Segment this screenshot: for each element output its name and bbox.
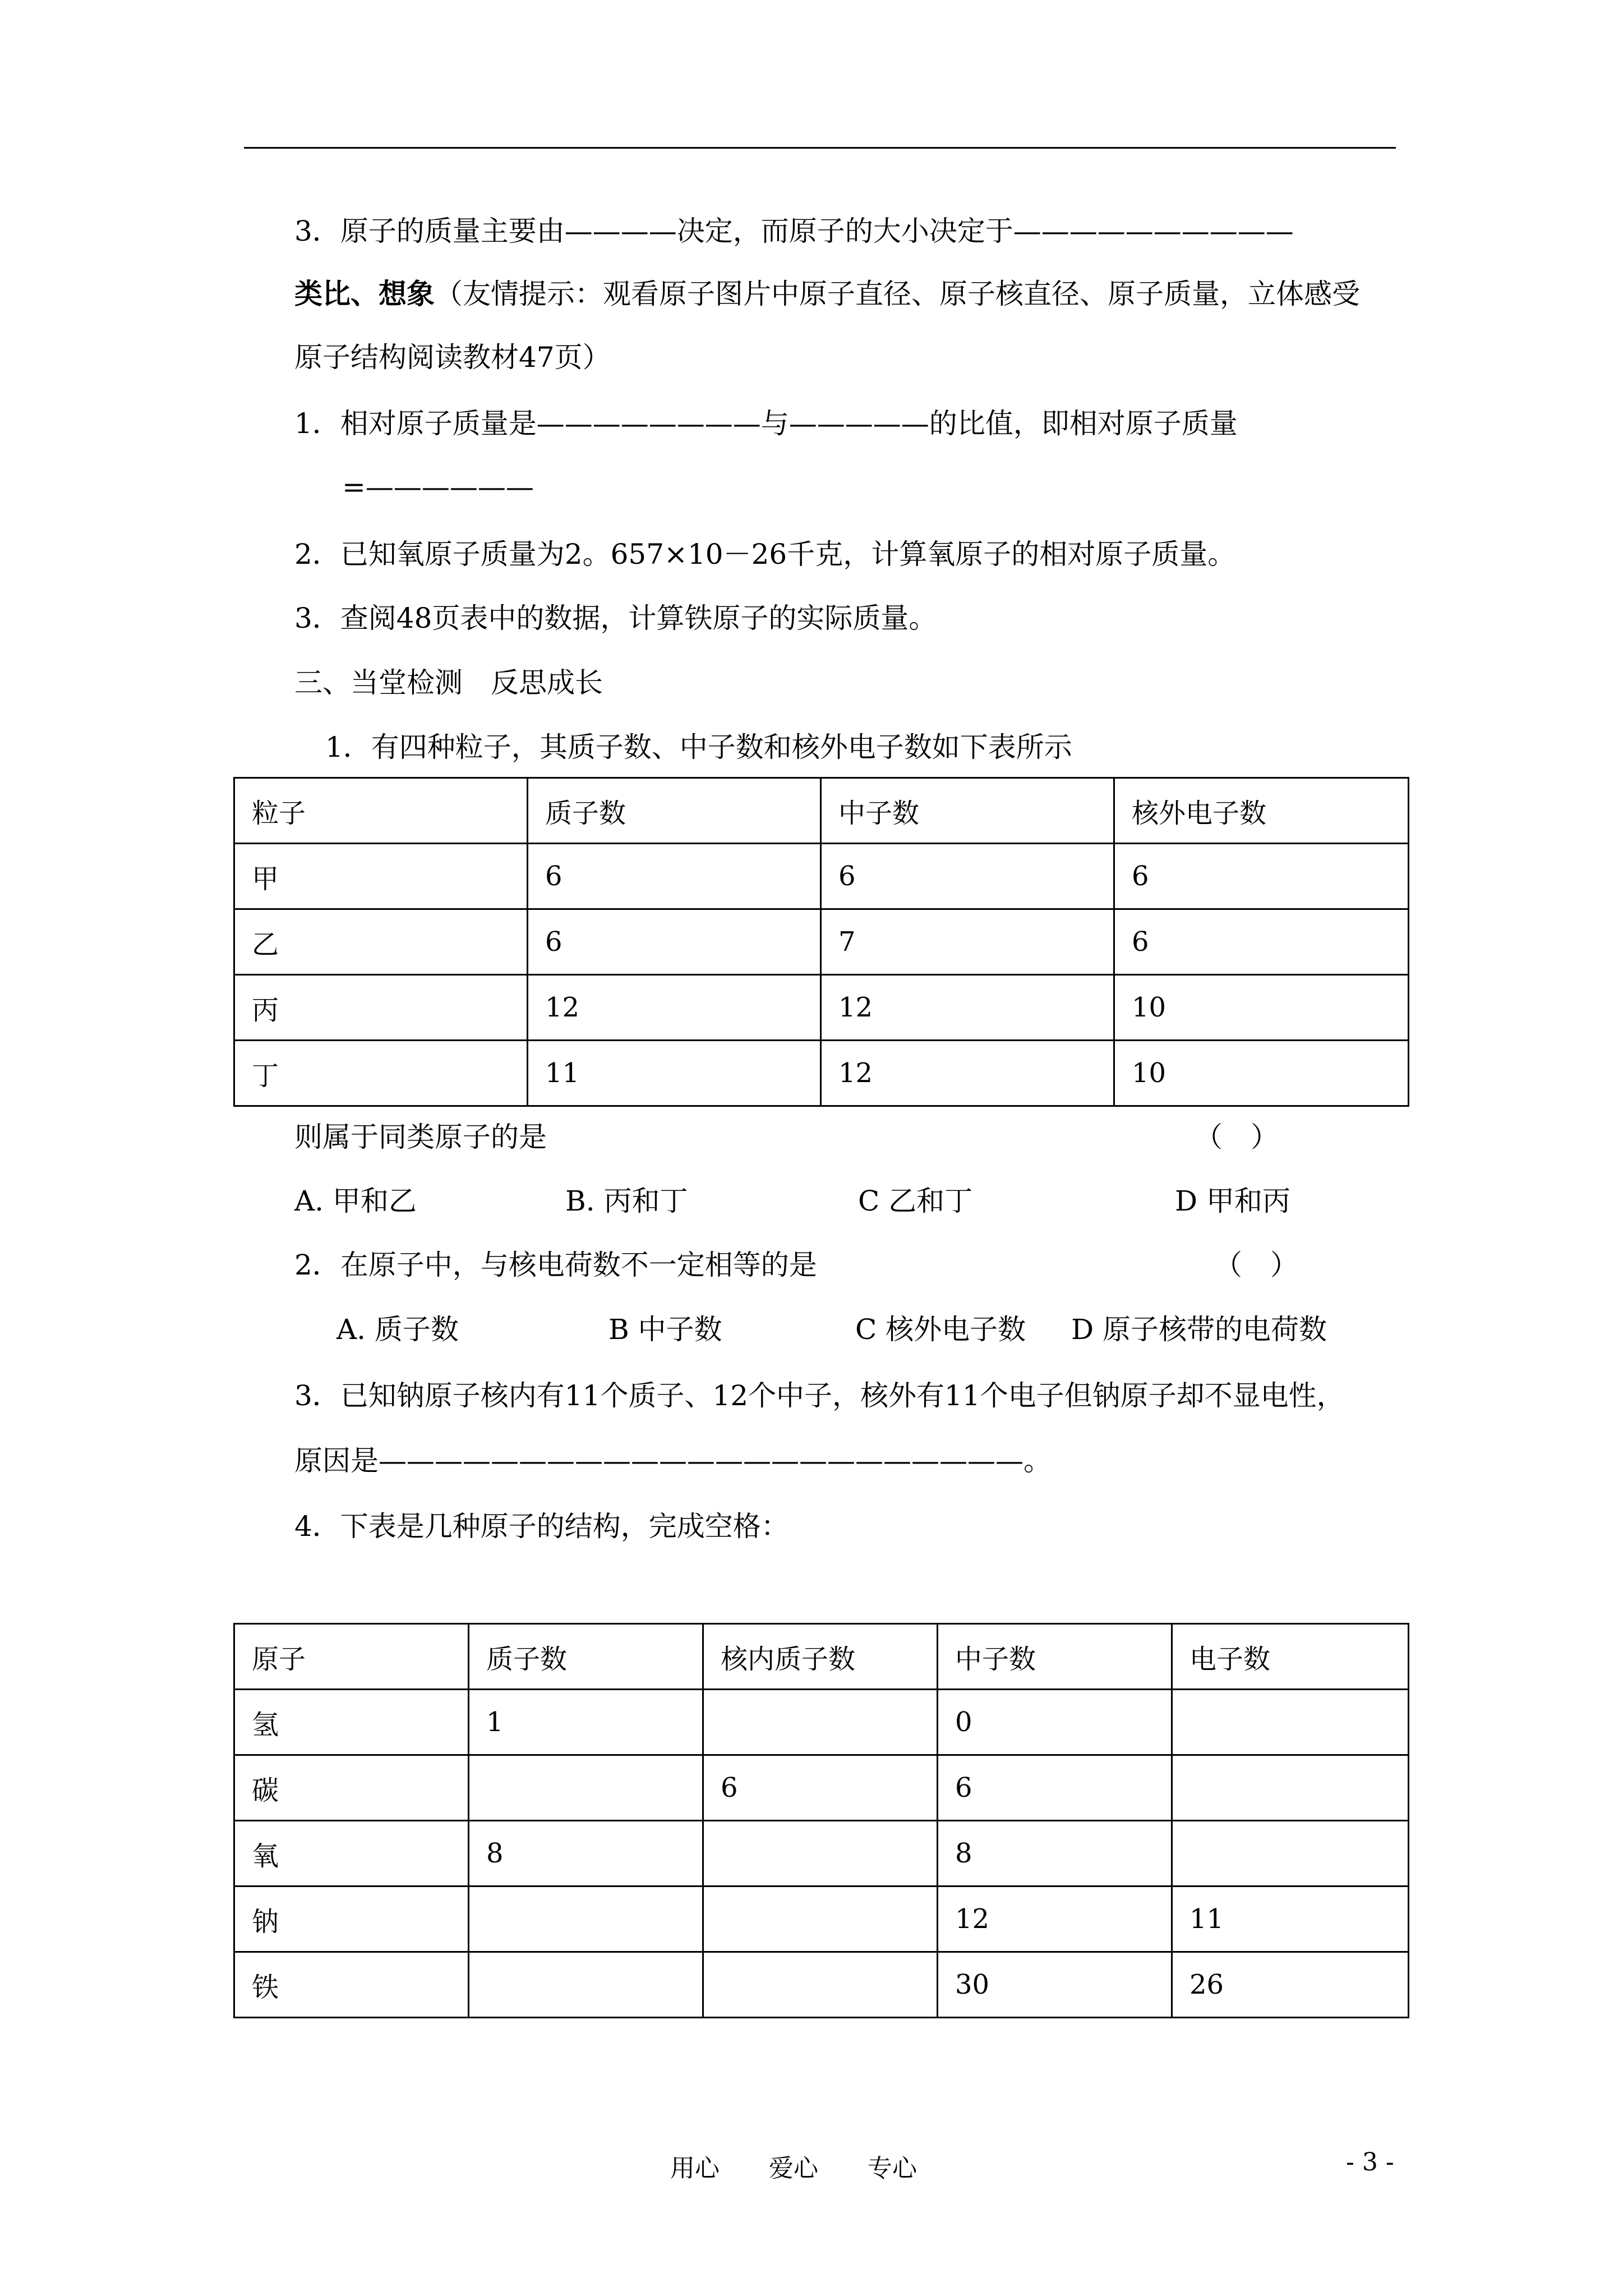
question-1-option-d: D 甲和丙 (1175, 1185, 1290, 1217)
table-cell: 11 (1172, 1887, 1409, 1952)
table-cell (703, 1821, 938, 1887)
table-header-cell: 粒子 (234, 778, 528, 844)
table-cell (469, 1887, 703, 1952)
text-line-textbook-ref: 原子结构阅读教材47页） (294, 341, 611, 374)
table-row (234, 1887, 1409, 1952)
question-1-answer-paren: （ ） (1195, 1121, 1279, 1153)
table-row (234, 844, 1409, 909)
table-cell: 丁 (234, 1041, 528, 1106)
table-cell: 6 (528, 909, 821, 975)
table-header-cell: 原子 (234, 1624, 469, 1690)
table-cell: 1 (469, 1690, 703, 1755)
table-cell: 8 (469, 1821, 703, 1887)
table-header-cell: 核内质子数 (703, 1624, 938, 1690)
text-line-atom-mass: 3．原子的质量主要由————决定，而原子的大小决定于—————————— (294, 215, 1294, 247)
question-2-option-d: D 原子核带的电荷数 (1071, 1313, 1327, 1346)
table-cell (703, 1690, 938, 1755)
table-cell: 6 (1114, 844, 1409, 909)
table-header-cell: 中子数 (821, 778, 1114, 844)
table-cell: 11 (528, 1041, 821, 1106)
question-1-option-a: A. 甲和乙 (294, 1185, 417, 1217)
question-2-option-c: C 核外电子数 (855, 1313, 1026, 1346)
table-cell: 7 (821, 909, 1114, 975)
table-row (234, 1041, 1409, 1106)
table-row (234, 1952, 1409, 2018)
footer-motto: 用心 爱心 专心 (670, 2154, 917, 2183)
table-cell: 铁 (234, 1952, 469, 2018)
table-row (234, 909, 1409, 975)
table-cell: 12 (938, 1887, 1172, 1952)
question-1-option-b: B. 丙和丁 (565, 1185, 688, 1217)
table-header-row (234, 1624, 1409, 1690)
table-header-cell: 核外电子数 (1114, 778, 1409, 844)
table-cell: 10 (1114, 1041, 1409, 1106)
analogy-hint: （友情提示：观看原子图片中原子直径、原子核直径、原子质量，立体感受 (435, 278, 1360, 310)
table-header-cell: 电子数 (1172, 1624, 1409, 1690)
text-line-oxygen-mass: 2．已知氧原子质量为2。657×10－26千克，计算氧原子的相对原子质量。 (294, 538, 1236, 570)
text-line-equals-blank: =—————— (342, 471, 534, 503)
table-cell: 12 (821, 1041, 1114, 1106)
table-header-cell: 质子数 (469, 1624, 703, 1690)
table-cell: 26 (1172, 1952, 1409, 2018)
question-2-option-a: A. 质子数 (336, 1313, 459, 1346)
text-line-four-particles: 1．有四种粒子，其质子数、中子数和核外电子数如下表所示 (325, 731, 1072, 763)
question-1-stem: 则属于同类原子的是 (294, 1121, 547, 1153)
section-heading-check: 三、当堂检测 反思成长 (294, 666, 603, 699)
table-cell (469, 1952, 703, 2018)
header-rule (244, 147, 1396, 149)
table-cell: 乙 (234, 909, 528, 975)
question-3-line-2: 原因是———————————————————————。 (294, 1444, 1052, 1477)
question-4-stem: 4．下表是几种原子的结构，完成空格： (294, 1510, 789, 1543)
table-cell: 甲 (234, 844, 528, 909)
text-line-analogy (294, 277, 1360, 311)
table-cell (1172, 1755, 1409, 1821)
question-1-option-c: C 乙和丁 (858, 1185, 973, 1217)
particle-table (233, 777, 1409, 1107)
question-2-option-b: B 中子数 (608, 1313, 722, 1346)
table-row (234, 1821, 1409, 1887)
table-cell: 6 (938, 1755, 1172, 1821)
table-cell: 丙 (234, 975, 528, 1041)
table-cell (1172, 1690, 1409, 1755)
table-cell: 6 (821, 844, 1114, 909)
table-cell: 氧 (234, 1821, 469, 1887)
question-2-answer-paren: （ ） (1214, 1249, 1298, 1281)
table-cell (703, 1952, 938, 2018)
table-header-cell: 中子数 (938, 1624, 1172, 1690)
table-cell: 12 (821, 975, 1114, 1041)
table-row (234, 1755, 1409, 1821)
table-cell (469, 1755, 703, 1821)
table-cell (1172, 1821, 1409, 1887)
table-header-row (234, 778, 1409, 844)
text-line-relative-mass-def: 1．相对原子质量是————————与—————的比值，即相对原子质量 (294, 407, 1238, 440)
table-cell: 6 (1114, 909, 1409, 975)
question-3-line-1: 3．已知钠原子核内有11个质子、12个中子，核外有11个电子但钠原子却不显电性， (294, 1379, 1345, 1412)
table-cell: 钠 (234, 1887, 469, 1952)
table-cell: 6 (703, 1755, 938, 1821)
page-number: - 3 - (1346, 2148, 1394, 2177)
table-cell: 12 (528, 975, 821, 1041)
table-cell: 6 (528, 844, 821, 909)
text-line-iron-mass: 3．查阅48页表中的数据，计算铁原子的实际质量。 (294, 602, 937, 634)
table-cell: 10 (1114, 975, 1409, 1041)
table-row (234, 975, 1409, 1041)
question-2-stem: 2．在原子中，与核电荷数不一定相等的是 (294, 1249, 817, 1281)
table-cell: 氢 (234, 1690, 469, 1755)
table-cell: 碳 (234, 1755, 469, 1821)
table-cell (703, 1887, 938, 1952)
atom-structure-table (233, 1623, 1409, 2018)
table-header-cell: 质子数 (528, 778, 821, 844)
table-row (234, 1690, 1409, 1755)
table-cell: 8 (938, 1821, 1172, 1887)
table-cell: 0 (938, 1690, 1172, 1755)
analogy-heading: 类比、想象 (294, 277, 435, 310)
table-cell: 30 (938, 1952, 1172, 2018)
